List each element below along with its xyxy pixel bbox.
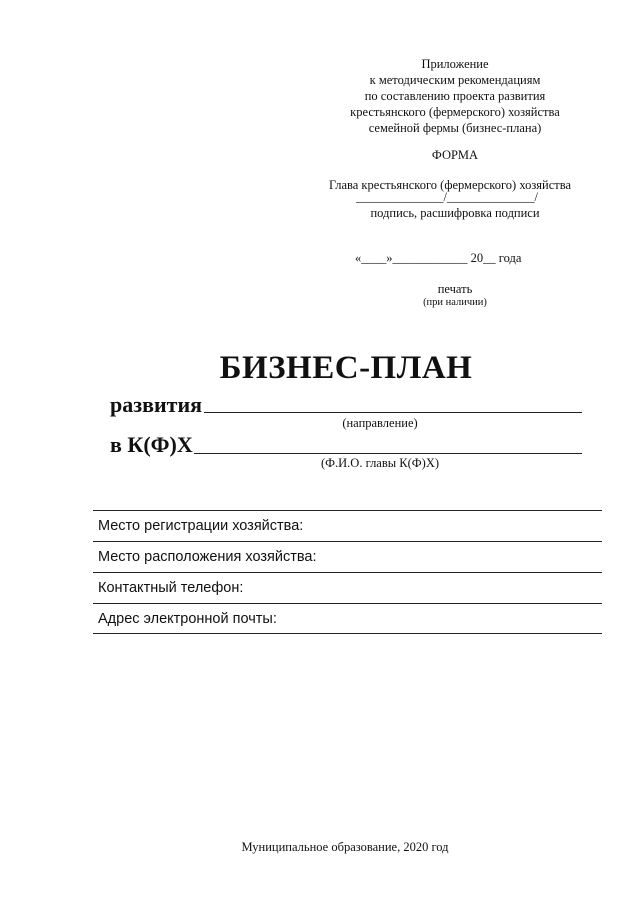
head-title: Глава крестьянского (фермерского) хозяйства <box>328 178 572 192</box>
footer-municipality: Муниципальное образование, 2020 год <box>241 840 449 854</box>
farm-caption: (Ф.И.О. главы К(Ф)Х) <box>320 456 440 470</box>
phone-field-label: Контактный телефон: <box>98 580 244 596</box>
appendix-line: по составлению проекта развития <box>364 89 546 103</box>
seal-label: печать <box>437 282 473 296</box>
phone-field-line <box>93 603 602 604</box>
farm-label: в К(Ф)Х <box>110 432 193 457</box>
registration-field-label: Место регистрации хозяйства: <box>98 518 304 534</box>
signature-line: ______________/______________/ <box>356 190 538 204</box>
form-label: ФОРМА <box>431 148 479 162</box>
farm-underline <box>194 453 582 454</box>
email-field-label: Адрес электронной почты: <box>98 611 277 627</box>
appendix-line: крестьянского (фермерского) хозяйства <box>350 105 560 119</box>
location-field-label: Место расположения хозяйства: <box>98 549 317 565</box>
appendix-header <box>330 56 580 136</box>
signature-caption: подпись, расшифровка подписи <box>370 206 540 220</box>
registration-field-line <box>93 541 602 542</box>
fields-top-rule <box>93 510 602 511</box>
appendix-line: к методическим рекомендациям <box>369 73 541 87</box>
email-field-line <box>93 633 602 634</box>
appendix-line: семейной фермы (бизнес-плана) <box>368 121 542 135</box>
development-underline <box>204 412 582 413</box>
document-title: БИЗНЕС-ПЛАН <box>219 350 473 386</box>
appendix-line: Приложение <box>421 57 489 71</box>
development-label: развития <box>110 392 203 417</box>
date-line: «____»____________ 20__ года <box>355 251 522 265</box>
location-field-line <box>93 572 602 573</box>
seal-note: (при наличии) <box>423 297 487 308</box>
development-caption: (направление) <box>342 416 418 430</box>
